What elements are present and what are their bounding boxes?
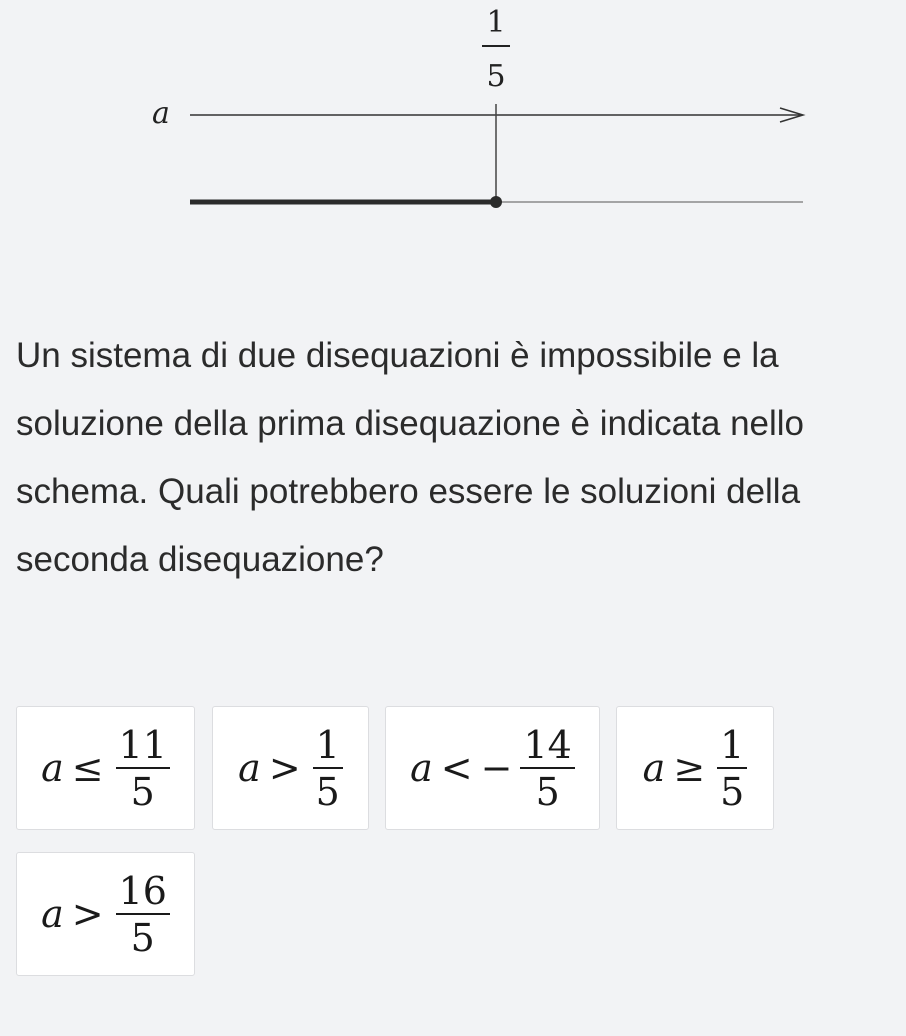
option-relation: ≤ [71, 746, 104, 790]
option-minus-sign: − [480, 746, 513, 790]
option-a-lt-minus-14-5[interactable] [385, 706, 600, 830]
option-a-le-11-5[interactable] [16, 706, 195, 830]
fraction-bar [717, 767, 747, 769]
option-numerator: 11 [118, 722, 167, 767]
option-relation: > [268, 746, 301, 790]
option-variable: a [41, 746, 64, 790]
option-a-gt-1-5[interactable] [212, 706, 369, 830]
option-denominator: 5 [130, 769, 155, 814]
option-relation: > [71, 892, 104, 936]
option-relation: < [440, 746, 473, 790]
option-numerator: 1 [315, 722, 340, 767]
option-fraction [116, 870, 170, 959]
fraction-bar [116, 767, 170, 769]
sign-diagram [0, 0, 906, 250]
option-numerator: 1 [720, 722, 745, 767]
option-denominator: 5 [315, 769, 340, 814]
option-fraction [116, 724, 170, 813]
option-variable: a [41, 892, 64, 936]
option-a-ge-1-5[interactable] [616, 706, 774, 830]
option-numerator: 14 [523, 722, 572, 767]
option-denominator: 5 [130, 915, 155, 960]
option-fraction [313, 724, 343, 813]
option-variable: a [642, 746, 666, 790]
option-variable: a [238, 746, 261, 790]
option-denominator: 5 [535, 769, 560, 814]
question-text: Un sistema di due disequazioni è impossibile e la soluzione della prima disequazione è indicata nello schema. Quali potrebbero essere le soluzioni della seconda disequazione? [16, 336, 805, 579]
option-numerator: 16 [118, 868, 167, 913]
option-a-gt-16-5[interactable] [16, 852, 195, 976]
tick-denominator: 5 [486, 59, 506, 94]
fraction-bar [116, 913, 170, 915]
closed-endpoint [490, 196, 502, 208]
option-relation: ≥ [673, 746, 706, 790]
option-denominator: 5 [720, 769, 745, 814]
tick-numerator: 1 [486, 5, 506, 40]
option-fraction [717, 724, 747, 813]
option-fraction [520, 724, 574, 813]
axis-variable-label: a [152, 96, 170, 131]
option-variable: a [410, 746, 433, 790]
fraction-bar [520, 767, 574, 769]
fraction-bar [313, 767, 343, 769]
